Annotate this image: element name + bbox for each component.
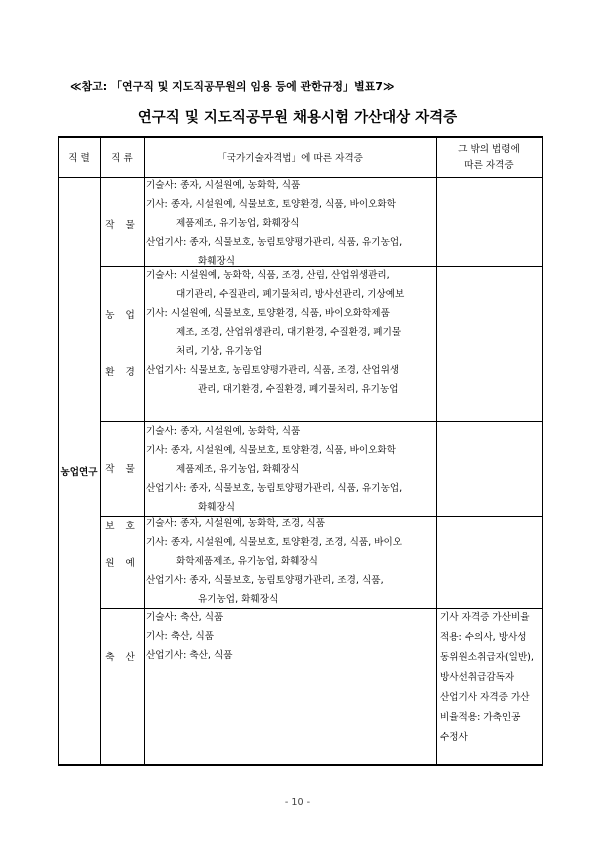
kind-label: 농 업 — [105, 310, 139, 321]
qual-line: 기술사: 종자, 시설원예, 농화학, 조경, 식품 — [146, 518, 325, 529]
job-series-name: 농업연구 — [60, 467, 98, 478]
qual-line: 기술사: 종자, 시설원예, 농화학, 식품 — [146, 426, 301, 437]
table-right-border — [542, 136, 543, 766]
other-qual-line: 동위원소취급자(일반), — [440, 652, 534, 663]
header-other-qual-line2: 따른 자격증 — [464, 160, 514, 171]
col-divider-3 — [436, 136, 437, 766]
qual-line: 기술사: 종자, 시설원예, 농화학, 식품 — [146, 180, 301, 191]
header-job-kind: 직 류 — [111, 153, 133, 164]
header-national-qual: 「국가기술자격법」에 따른 자격증 — [217, 153, 363, 164]
qual-list-agri-env — [146, 266, 436, 399]
qual-line: 산업기사: 축산, 식품 — [146, 650, 233, 661]
qual-line: 기사: 종자, 시설원예, 식물보호, 토양환경, 식품, 바이오화학 — [146, 445, 396, 456]
header-other-qual-line1: 그 밖의 법령에 — [458, 144, 520, 155]
qual-line: 기술사: 축산, 식품 — [146, 612, 224, 623]
qual-list-horticulture — [146, 514, 436, 609]
reference-note: ≪참고: 「연구직 및 지도직공무원의 임용 등에 관한규정」별표7≫ — [70, 80, 395, 93]
kind-label: 환 경 — [105, 367, 139, 378]
qual-list-livestock — [146, 608, 436, 665]
kind-label: 축 산 — [105, 652, 139, 663]
other-qual-line: 기사 자격증 가산비율 — [440, 612, 530, 623]
qual-line: 제품제조, 유기농업, 화훼장식 — [176, 218, 300, 229]
kind-label: 보 호 — [105, 521, 139, 532]
other-qual-line: 비율적용: 가축인공 — [440, 712, 521, 723]
kind-agri-env — [100, 268, 144, 401]
col-divider-2 — [144, 136, 145, 766]
qual-line: 기사: 축산, 식품 — [146, 631, 214, 642]
qual-line: 기사: 종자, 시설원예, 식물보호, 토양환경, 식품, 바이오화학 — [146, 199, 396, 210]
qual-line: 제조, 조경, 산업위생관리, 대기환경, 수질환경, 폐기물 — [176, 327, 402, 338]
table-top-border — [58, 136, 543, 138]
qual-line: 처리, 기상, 유기농업 — [176, 346, 263, 357]
other-qual-line: 산업기사 자격증 가산 — [440, 692, 530, 703]
other-qual-line: 수정사 — [440, 732, 468, 743]
qual-line: 관리, 대기환경, 수질환경, 폐기물처리, 유기농업 — [198, 384, 399, 395]
qual-list-crop-protection — [146, 422, 436, 517]
header-job-series: 직 렬 — [68, 153, 90, 164]
other-qual-line: 방사선취급감독자 — [440, 672, 515, 683]
qual-line: 화훼장식 — [198, 256, 236, 267]
qual-line: 대기관리, 수질관리, 폐기물처리, 방사선관리, 기상예보 — [176, 289, 405, 300]
qual-line: 제품제조, 유기농업, 화훼장식 — [176, 464, 300, 475]
kind-label: 원 예 — [105, 558, 139, 569]
qual-list-crop — [146, 176, 436, 271]
kind-label: 작 물 — [105, 464, 139, 475]
qual-line: 산업기사: 종자, 식물보호, 농림토양평가관리, 식품, 유기농업, — [146, 483, 403, 494]
qual-line: 기사: 시설원예, 식물보호, 토양환경, 식품, 바이오화학제품 — [146, 308, 390, 319]
qual-line: 화훼장식 — [198, 502, 236, 513]
other-qual-list-livestock — [440, 608, 541, 748]
qual-line: 유기농업, 화훼장식 — [198, 594, 279, 605]
qual-line: 산업기사: 식물보호, 농림토양평가관리, 식품, 조경, 산업위생 — [146, 365, 400, 376]
kind-livestock — [100, 610, 144, 686]
table-left-border — [58, 136, 59, 766]
other-qual-line: 적용: 수의사, 방사성 — [440, 632, 527, 643]
kind-label: 작 물 — [105, 220, 139, 231]
page-number: - 10 - — [284, 797, 311, 808]
qual-line: 산업기사: 종자, 식물보호, 농림토양평가관리, 식품, 유기농업, — [146, 237, 403, 248]
qual-line: 기사: 종자, 시설원예, 식물보호, 토양환경, 조경, 식품, 바이오 — [146, 537, 403, 548]
qual-line: 화학제품제조, 유기농업, 화훼장식 — [176, 556, 318, 567]
qual-line: 기술사: 시설원예, 농화학, 식품, 조경, 산림, 산업위생관리, — [146, 270, 390, 281]
table-bottom-border — [58, 764, 543, 766]
page-title: 연구직 및 지도직공무원 채용시험 가산대상 자격증 — [137, 110, 458, 126]
qual-line: 산업기사: 종자, 식물보호, 농림토양평가관리, 조경, 식품, — [146, 575, 384, 586]
